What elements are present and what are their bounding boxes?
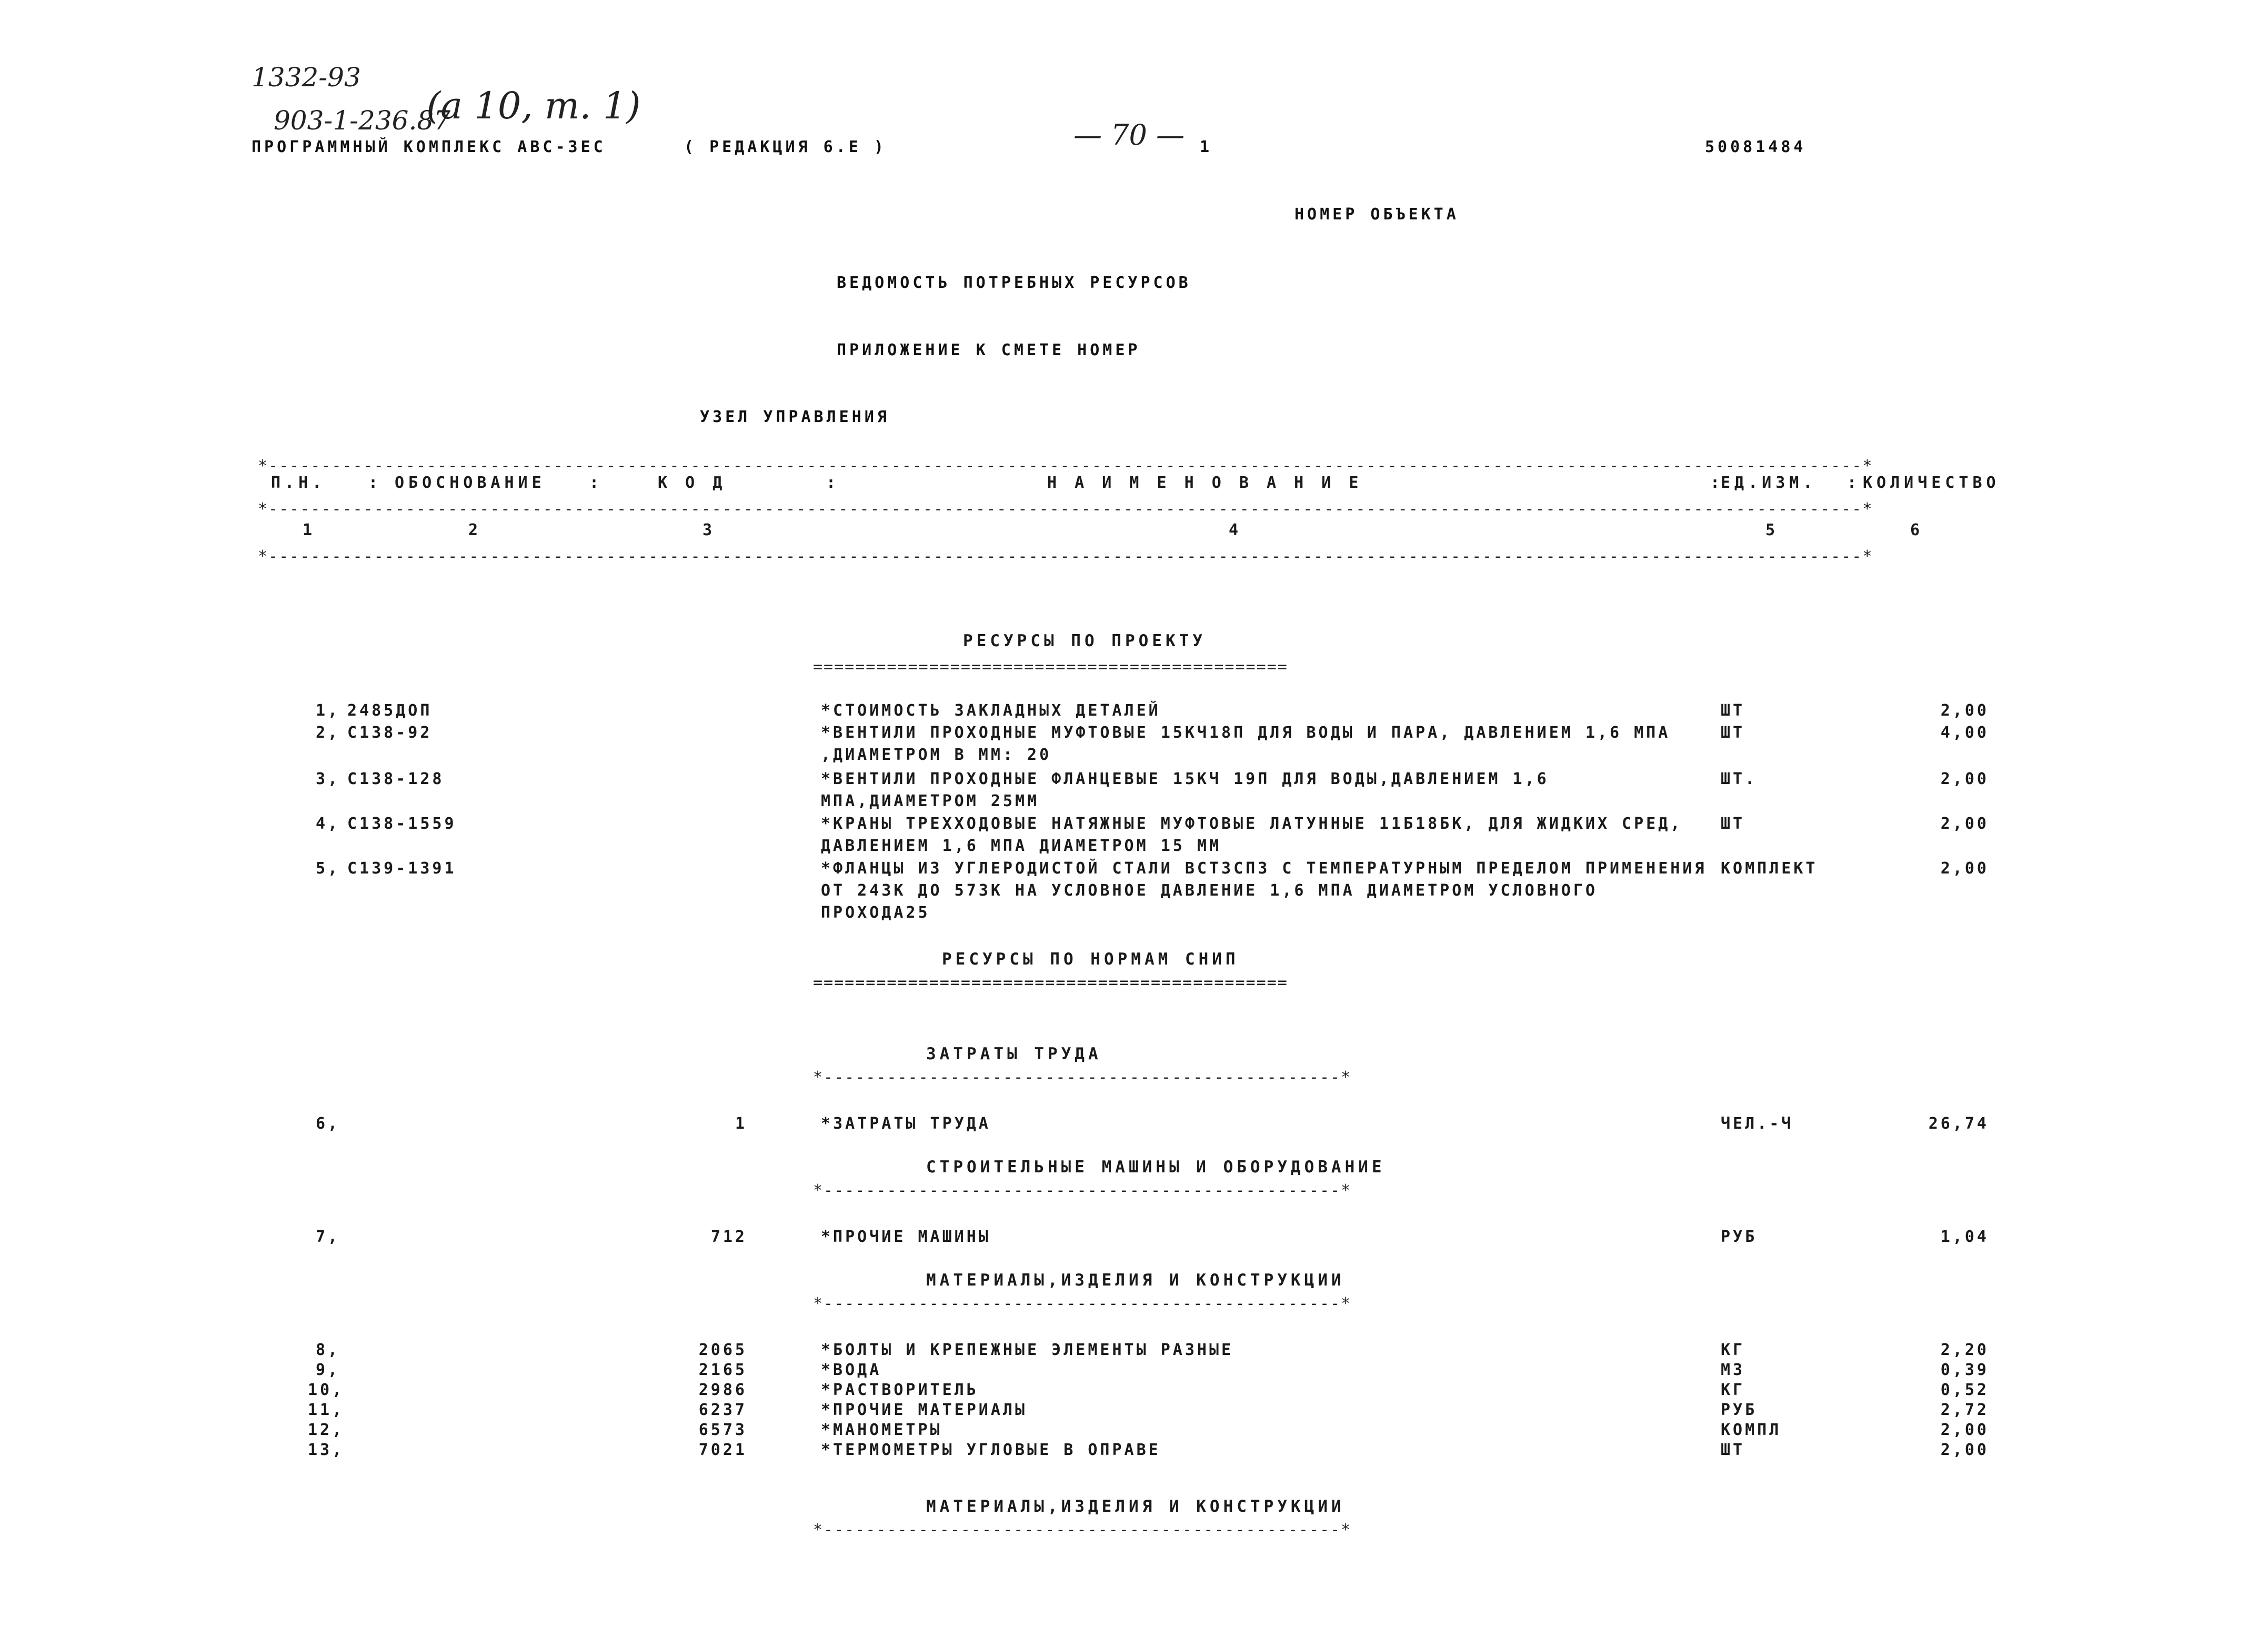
row-pn: 7, (316, 1228, 340, 1246)
row-name: *ВЕНТИЛИ ПРОХОДНЫЕ МУФТОВЫЕ 15КЧ18П ДЛЯ ВОДЫ И ПАРА, ДАВЛЕНИЕМ 1,6 МПА ,ДИАМЕТРОМ В ММ: 20 (821, 724, 1671, 764)
section-title-materials: МАТЕРИАЛЫ,ИЗДЕЛИЯ И КОНСТРУКЦИИ (926, 1271, 1345, 1290)
row-unit: М3 (1721, 1361, 1745, 1379)
col-separator: : (1710, 474, 1724, 492)
row-unit: ШТ. (1721, 770, 1758, 788)
sheet-number: 1 (1200, 138, 1213, 156)
row-basis: С138-128 (347, 770, 445, 788)
document-code: 50081484 (1705, 138, 1807, 156)
row-code: 2986 (698, 1381, 747, 1399)
row-qty: 2,72 (1940, 1401, 1989, 1419)
col-number-2: 2 (468, 521, 483, 539)
col-header-name: Н А И М Е Н О В А Н И Е (1047, 474, 1363, 492)
row-code: 712 (710, 1228, 747, 1246)
row-name: *ФЛАНЦЫ ИЗ УГЛЕРОДИСТОЙ СТАЛИ ВСТ3СП3 С ТЕМПЕРАТУРНЫМ ПРЕДЕЛОМ ПРИМЕНЕНИЯ ОТ 243К ДО 573К НА УСЛОВНОЕ ДАВЛЕНИЕ 1,6 МПА ДИАМЕТРОМ УСЛОВНОГО ПРОХОДА25 (821, 859, 1707, 922)
row-qty: 2,00 (1940, 859, 1989, 878)
section-rule: *-------------------------------------------------* (813, 1181, 1352, 1200)
section-rule: *-------------------------------------------------* (813, 1521, 1352, 1539)
col-header-pn: П.Н. (271, 474, 326, 492)
row-unit: РУБ (1721, 1228, 1758, 1246)
col-number-5: 5 (1765, 521, 1780, 539)
col-header-basis: ОБОСНОВАНИЕ (395, 474, 546, 492)
row-code: 6237 (698, 1401, 747, 1419)
appendix-label: ПРИЛОЖЕНИЕ К СМЕТЕ НОМЕР (837, 341, 1141, 359)
col-separator: : (589, 474, 604, 492)
row-pn: 4, (316, 815, 340, 833)
row-unit: КОМПЛЕКТ (1721, 859, 1818, 878)
edition: ( РЕДАКЦИЯ 6.Е ) (684, 138, 887, 156)
row-qty: 2,00 (1940, 1441, 1989, 1459)
row-code: 2165 (698, 1361, 747, 1379)
row-name: *СТОИМОСТЬ ЗАКЛАДНЫХ ДЕТАЛЕЙ (821, 701, 1161, 720)
row-unit: КГ (1721, 1381, 1745, 1399)
col-number-1: 1 (303, 521, 317, 539)
table-rule-bottom: *-------------------------------------------------------------------------------------------------------------------------------------------------------* (258, 547, 1873, 566)
program-name: ПРОГРАММНЫЙ КОМПЛЕКС АВС-3ЕС (252, 138, 606, 156)
row-name: *ПРОЧИЕ МАШИНЫ (821, 1228, 991, 1246)
col-header-qty: КОЛИЧЕСТВО (1863, 474, 2000, 492)
row-unit: ШТ (1721, 701, 1745, 720)
handwritten-archive-number: 1332-93 (252, 62, 361, 93)
row-name: *ТЕРМОМЕТРЫ УГЛОВЫЕ В ОПРАВЕ (821, 1441, 1161, 1459)
object-number-label: НОМЕР ОБЪЕКТА (1294, 205, 1459, 224)
row-qty: 4,00 (1940, 724, 1989, 742)
row-basis: 2485ДОП (347, 701, 433, 720)
row-qty: 0,52 (1940, 1381, 1989, 1399)
row-code: 6573 (698, 1421, 747, 1439)
row-pn: 1, (316, 701, 340, 720)
row-name: *РАСТВОРИТЕЛЬ (821, 1381, 979, 1399)
row-qty: 1,04 (1940, 1228, 1989, 1246)
node-name: УЗЕЛ УПРАВЛЕНИЯ (700, 408, 890, 426)
row-pn: 3, (316, 770, 340, 788)
row-unit: ШТ (1721, 815, 1745, 833)
row-code: 1 (735, 1114, 747, 1133)
row-code: 7021 (698, 1441, 747, 1459)
row-pn: 10, (308, 1381, 345, 1399)
row-basis: С138-1559 (347, 815, 457, 833)
section-title-machines: СТРОИТЕЛЬНЫЕ МАШИНЫ И ОБОРУДОВАНИЕ (926, 1158, 1386, 1177)
row-pn: 8, (316, 1341, 340, 1359)
row-qty: 2,00 (1940, 701, 1989, 720)
row-unit: ЧЕЛ.-Ч (1721, 1114, 1794, 1133)
row-qty: 26,74 (1928, 1114, 1989, 1133)
col-header-code: К О Д (658, 474, 727, 492)
section-title-project: РЕСУРСЫ ПО ПРОЕКТУ (963, 631, 1206, 650)
row-pn: 5, (316, 859, 340, 878)
row-qty: 2,00 (1940, 770, 1989, 788)
row-qty: 2,00 (1940, 815, 1989, 833)
document-title: ВЕДОМОСТЬ ПОТРЕБНЫХ РЕСУРСОВ (837, 274, 1191, 292)
row-qty: 0,39 (1940, 1361, 1989, 1379)
section-title-materials-2: МАТЕРИАЛЫ,ИЗДЕЛИЯ И КОНСТРУКЦИИ (926, 1497, 1345, 1516)
table-rule-mid: *-------------------------------------------------------------------------------------------------------------------------------------------------------* (258, 500, 1873, 518)
row-pn: 13, (308, 1441, 345, 1459)
row-pn: 6, (316, 1114, 340, 1133)
col-number-3: 3 (703, 521, 717, 539)
section-title-labor: ЗАТРАТЫ ТРУДА (926, 1045, 1102, 1063)
col-number-4: 4 (1229, 521, 1243, 539)
row-name: *МАНОМЕТРЫ (821, 1421, 942, 1439)
col-header-unit: ЕД.ИЗМ. (1721, 474, 1817, 492)
handwritten-page-number: — 70 — (1073, 118, 1185, 152)
row-pn: 11, (308, 1401, 345, 1419)
row-unit: КГ (1721, 1341, 1745, 1359)
row-name: *ЗАТРАТЫ ТРУДА (821, 1114, 991, 1133)
row-unit: ШТ (1721, 724, 1745, 742)
col-separator: : (368, 474, 383, 492)
row-pn: 2, (316, 724, 340, 742)
row-qty: 2,00 (1940, 1421, 1989, 1439)
row-pn: 12, (308, 1421, 345, 1439)
section-rule: ============================================= (813, 973, 1288, 992)
row-basis: С139-1391 (347, 859, 457, 878)
section-title-norms: РЕСУРСЫ ПО НОРМАМ СНИП (942, 950, 1239, 969)
row-basis: С138-92 (347, 724, 433, 742)
section-rule: ============================================= (813, 658, 1288, 676)
handwritten-volume: (а 10, т. 1) (426, 84, 641, 127)
row-name: *ВЕНТИЛИ ПРОХОДНЫЕ ФЛАНЦЕВЫЕ 15КЧ 19П ДЛЯ ВОДЫ,ДАВЛЕНИЕМ 1,6 МПА,ДИАМЕТРОМ 25ММ (821, 770, 1549, 810)
row-name: *КРАНЫ ТРЕХХОДОВЫЕ НАТЯЖНЫЕ МУФТОВЫЕ ЛАТУННЫЕ 11Б18БК, ДЛЯ ЖИДКИХ СРЕД, ДАВЛЕНИЕМ 1,6 МПА ДИАМЕТРОМ 15 ММ (821, 815, 1683, 855)
col-separator: : (826, 474, 840, 492)
section-rule: *-------------------------------------------------* (813, 1294, 1352, 1313)
row-unit: ШТ (1721, 1441, 1745, 1459)
row-qty: 2,20 (1940, 1341, 1989, 1359)
col-separator: : (1847, 474, 1861, 492)
row-unit: КОМПЛ (1721, 1421, 1782, 1439)
row-name: *БОЛТЫ И КРЕПЕЖНЫЕ ЭЛЕМЕНТЫ РАЗНЫЕ (821, 1341, 1234, 1359)
table-rule-top: *-------------------------------------------------------------------------------------------------------------------------------------------------------* (258, 457, 1873, 475)
section-rule: *-------------------------------------------------* (813, 1068, 1352, 1087)
col-number-6: 6 (1910, 521, 1924, 539)
row-name: *ВОДА (821, 1361, 882, 1379)
row-pn: 9, (316, 1361, 340, 1379)
row-code: 2065 (698, 1341, 747, 1359)
handwritten-project-number: 903-1-236.87 (274, 105, 450, 136)
row-unit: РУБ (1721, 1401, 1758, 1419)
row-name: *ПРОЧИЕ МАТЕРИАЛЫ (821, 1401, 1028, 1419)
